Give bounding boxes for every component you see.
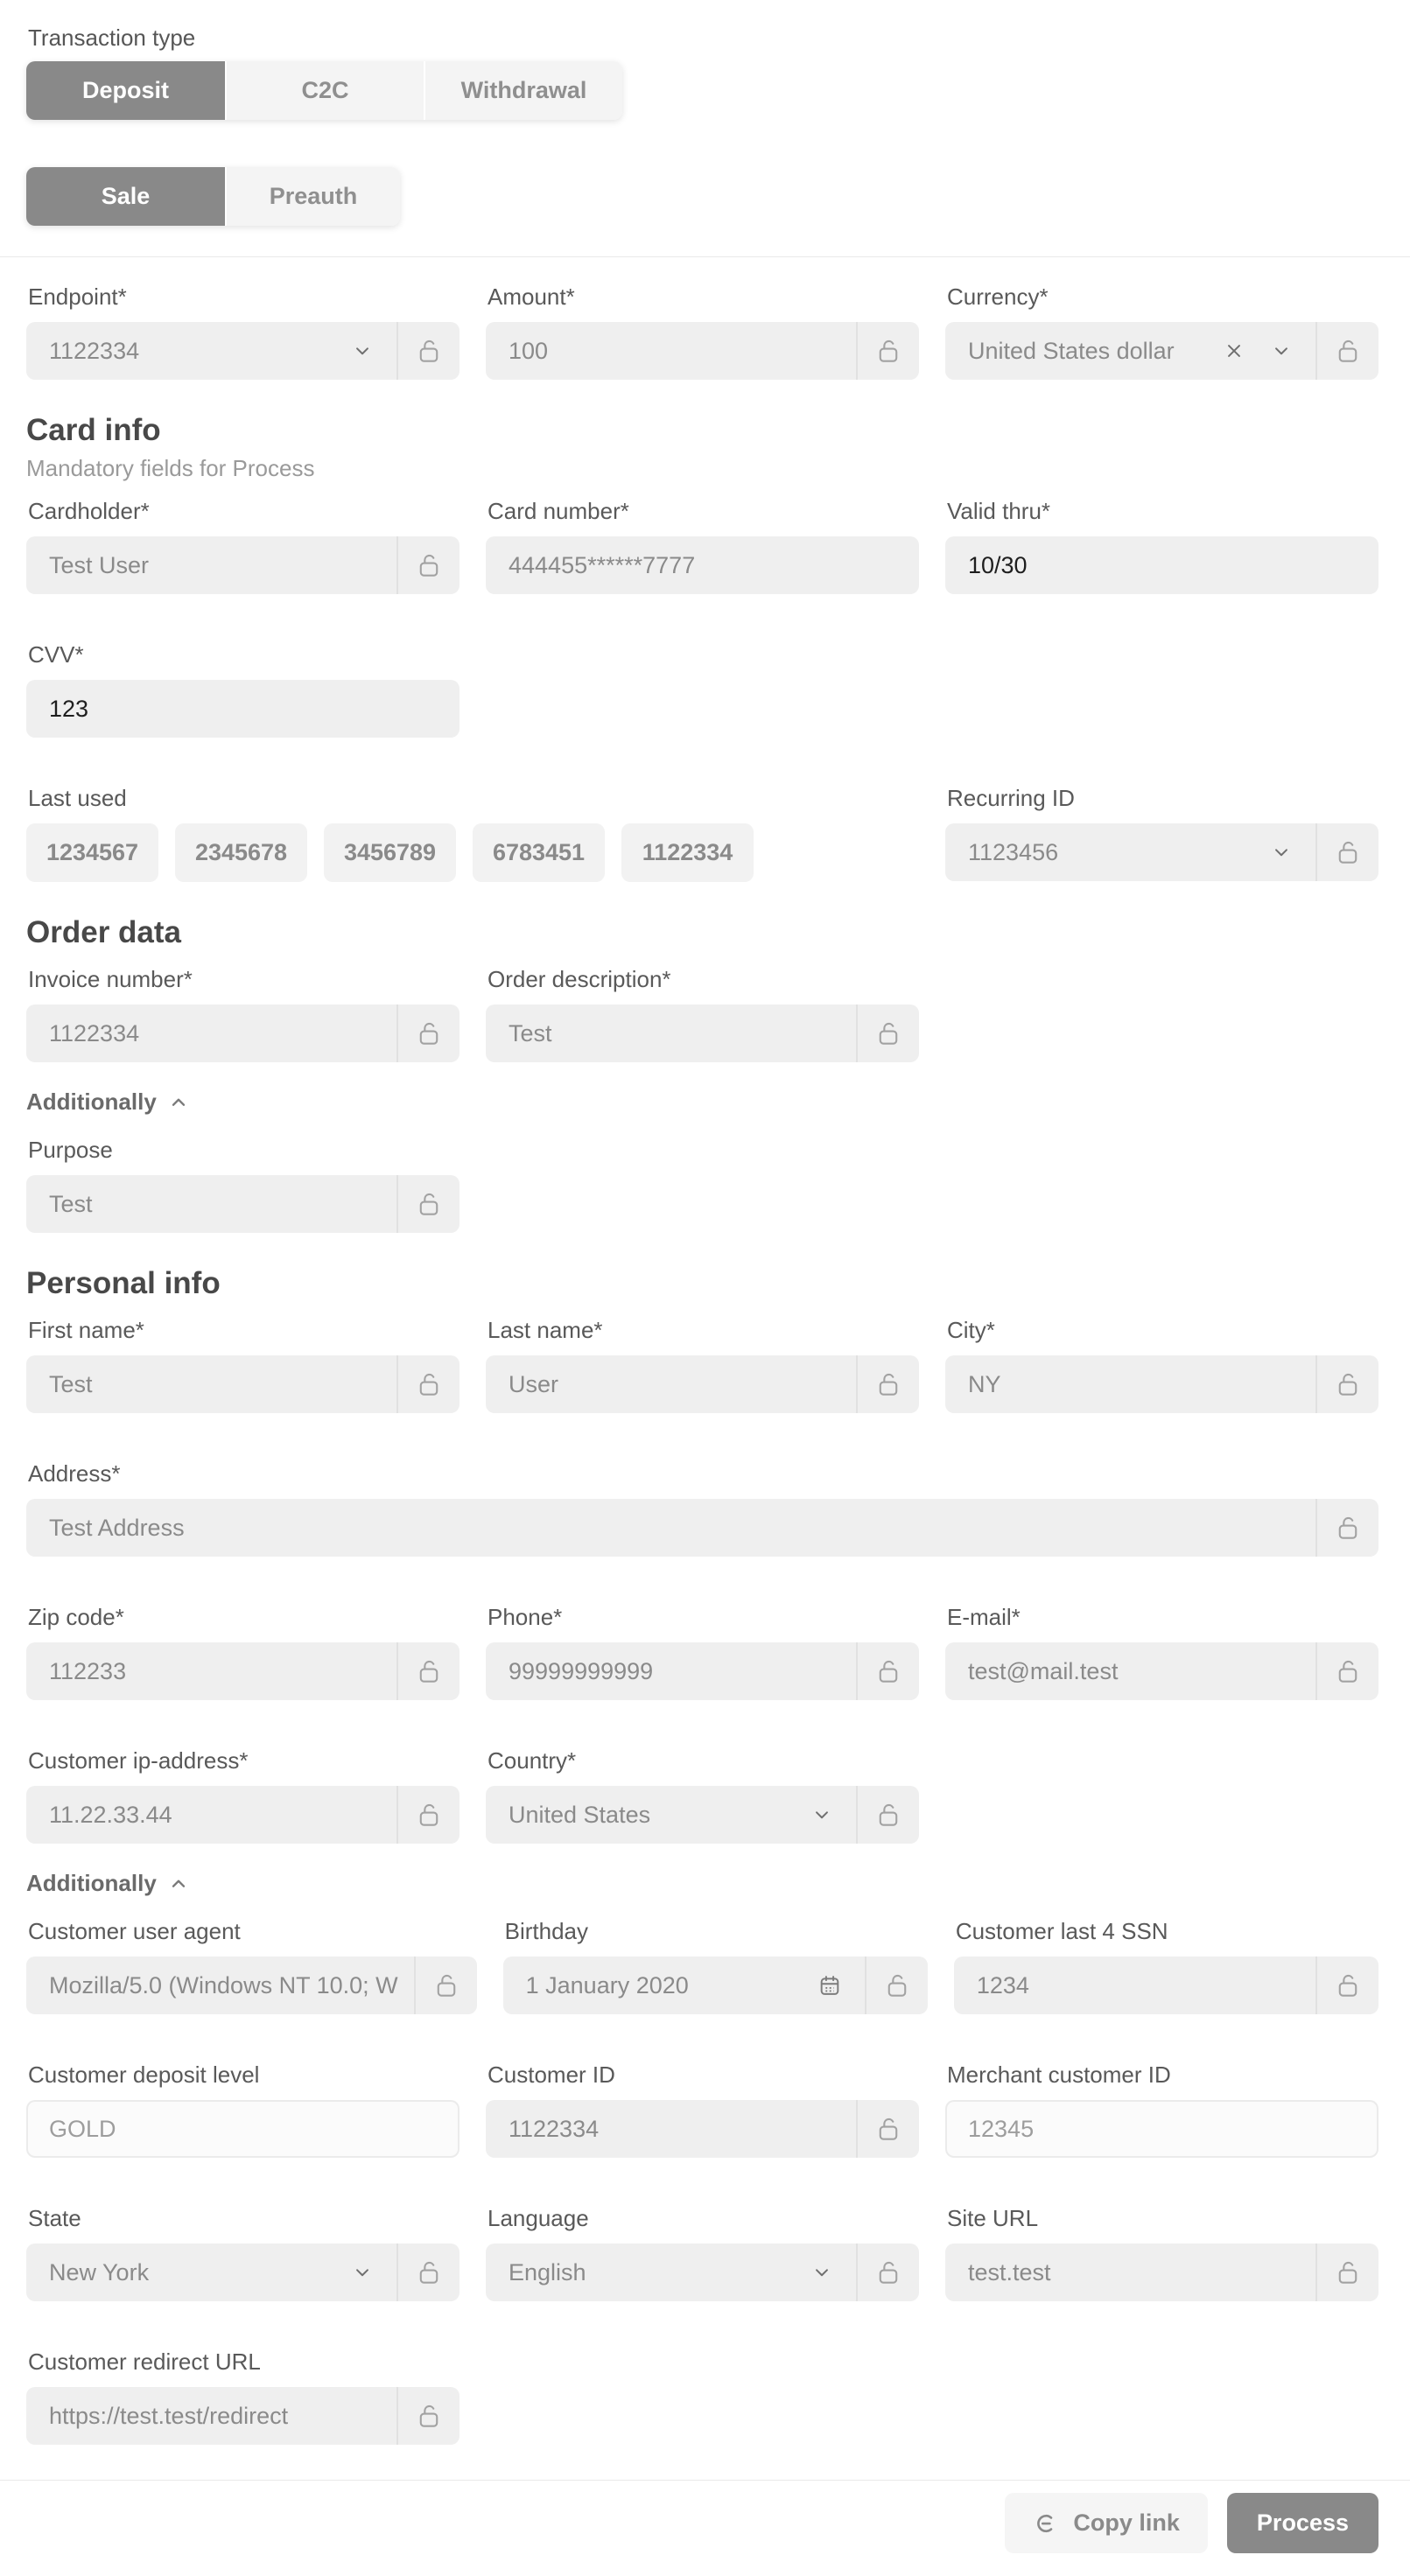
lock-icon — [1335, 1370, 1361, 1398]
field-amount — [486, 284, 919, 380]
lock-icon — [416, 1801, 442, 1829]
customer-user-agent-label: Customer user agent — [28, 1918, 241, 1944]
lock-icon — [875, 1019, 901, 1047]
language-label: Language — [488, 2205, 589, 2231]
cvv-label: CVV* — [28, 641, 84, 668]
invoice-number-input[interactable] — [26, 1004, 459, 1062]
copy-link-label: Copy link — [1073, 2510, 1180, 2536]
lock-icon — [875, 1370, 901, 1398]
lock-addon[interactable] — [856, 1004, 919, 1062]
chevron-down-icon — [1270, 340, 1293, 362]
lock-addon[interactable] — [1315, 1956, 1378, 2014]
customer-id-label: Customer ID — [488, 2062, 615, 2088]
operation-type-group — [26, 167, 400, 226]
lock-icon — [1335, 838, 1361, 866]
field-site-url — [945, 2205, 1378, 2301]
last-used-chip[interactable]: 1234567 — [26, 823, 158, 882]
currency-value: United States dollar — [968, 337, 1175, 364]
customer-ip-value: 11.22.33.44 — [49, 1801, 172, 1828]
lock-addon[interactable] — [1315, 1355, 1378, 1413]
field-recurring-id — [945, 785, 1378, 882]
field-state — [26, 2205, 459, 2301]
phone-input[interactable] — [486, 1642, 919, 1700]
last-used-label: Last used — [28, 785, 127, 811]
lock-addon[interactable] — [396, 1175, 459, 1233]
chevron-up-icon — [167, 1872, 190, 1895]
cardholder-input[interactable] — [26, 536, 459, 594]
lock-icon — [875, 337, 901, 365]
cardholder-value: Test User — [49, 551, 150, 578]
lock-addon[interactable] — [396, 536, 459, 594]
last-used-chip[interactable]: 1122334 — [621, 823, 754, 882]
country-select[interactable] — [486, 1786, 919, 1844]
customer-deposit-level-value: GOLD — [49, 2115, 116, 2142]
customer-deposit-level-label: Customer deposit level — [28, 2062, 260, 2088]
field-email — [945, 1604, 1378, 1700]
lock-icon — [416, 1190, 442, 1218]
footer-actions — [26, 2493, 1378, 2553]
lock-icon — [416, 1370, 442, 1398]
field-customer-last4-ssn — [954, 1918, 1378, 2014]
field-cardholder — [26, 498, 459, 594]
lock-addon[interactable] — [856, 1642, 919, 1700]
field-last-name — [486, 1317, 919, 1413]
lock-addon[interactable] — [856, 1786, 919, 1844]
lock-addon[interactable] — [396, 1004, 459, 1062]
link-icon — [1033, 2510, 1059, 2537]
field-card-number — [486, 498, 919, 594]
amount-label: Amount* — [488, 284, 575, 310]
divider — [0, 2480, 1410, 2481]
customer-redirect-url-label: Customer redirect URL — [28, 2348, 261, 2375]
city-value: NY — [968, 1370, 1001, 1397]
field-customer-deposit-level — [26, 2062, 459, 2158]
country-value: United States — [509, 1801, 651, 1828]
merchant-customer-id-value: 12345 — [968, 2115, 1035, 2142]
lock-icon — [416, 2402, 442, 2430]
lock-addon[interactable] — [396, 2387, 459, 2445]
lock-addon[interactable] — [396, 322, 459, 380]
lock-addon[interactable] — [396, 1642, 459, 1700]
lock-addon[interactable] — [856, 2244, 919, 2301]
site-url-value: test.test — [968, 2258, 1051, 2286]
field-country — [486, 1747, 919, 1844]
field-last-used — [26, 785, 919, 882]
address-label: Address* — [28, 1460, 121, 1487]
lock-icon — [416, 1019, 442, 1047]
lock-icon — [875, 1801, 901, 1829]
field-customer-user-agent — [26, 1918, 477, 2014]
first-name-value: Test — [49, 1370, 93, 1397]
customer-user-agent-value: Mozilla/5.0 (Windows NT 10.0; W — [49, 1971, 398, 1998]
endpoint-label: Endpoint* — [28, 284, 127, 310]
tab-preauth[interactable]: Preauth — [225, 167, 400, 226]
amount-value: 100 — [509, 337, 549, 364]
cvv-input[interactable] — [26, 680, 459, 738]
lock-addon[interactable] — [856, 322, 919, 380]
field-endpoint — [26, 284, 459, 380]
lock-icon — [416, 2258, 442, 2286]
additionally-toggle-order[interactable] — [26, 1088, 190, 1116]
last-name-label: Last name* — [488, 1317, 603, 1343]
tab-c2c[interactable]: C2C — [225, 61, 424, 120]
order-description-value: Test — [509, 1019, 552, 1046]
card-number-value: 444455******7777 — [509, 551, 696, 578]
chevron-down-icon — [810, 1803, 833, 1826]
transaction-type-label: Transaction type — [28, 24, 196, 51]
valid-thru-input[interactable] — [945, 536, 1378, 594]
field-currency — [945, 284, 1378, 380]
zip-code-value: 112233 — [49, 1657, 127, 1684]
field-order-description — [486, 966, 919, 1062]
copy-link-button[interactable] — [1005, 2493, 1208, 2553]
tab-deposit[interactable]: Deposit — [26, 61, 225, 120]
email-input[interactable] — [945, 1642, 1378, 1700]
field-phone — [486, 1604, 919, 1700]
field-cvv — [26, 641, 459, 738]
customer-last4-ssn-label: Customer last 4 SSN — [955, 1918, 1168, 1944]
recurring-id-label: Recurring ID — [947, 785, 1075, 811]
customer-id-input[interactable] — [486, 2100, 919, 2158]
lock-addon[interactable] — [1315, 1642, 1378, 1700]
address-value: Test Address — [49, 1514, 185, 1541]
section-title-card-info: Card info — [26, 413, 161, 447]
card-number-input[interactable] — [486, 536, 919, 594]
valid-thru-label: Valid thru* — [947, 498, 1051, 524]
section-title-personal-info: Personal info — [26, 1266, 221, 1300]
field-city — [945, 1317, 1378, 1413]
chevron-down-icon — [810, 2261, 833, 2284]
site-url-label: Site URL — [947, 2205, 1039, 2231]
additionally-label: Additionally — [26, 1870, 157, 1896]
merchant-customer-id-label: Merchant customer ID — [947, 2062, 1171, 2088]
language-value: English — [509, 2258, 586, 2286]
lock-icon — [884, 1971, 910, 1999]
city-input[interactable] — [945, 1355, 1378, 1413]
first-name-label: First name* — [28, 1317, 144, 1343]
field-address — [26, 1460, 1378, 1557]
lock-addon[interactable] — [1315, 2244, 1378, 2301]
language-select[interactable] — [486, 2244, 919, 2301]
lock-icon — [875, 1657, 901, 1685]
lock-icon — [1335, 337, 1361, 365]
state-label: State — [28, 2205, 81, 2231]
calendar-icon[interactable] — [817, 1973, 842, 1998]
field-customer-redirect-url — [26, 2348, 459, 2445]
tab-withdrawal[interactable]: Withdrawal — [424, 61, 622, 120]
lock-icon — [433, 1971, 459, 1999]
field-valid-thru — [945, 498, 1378, 594]
lock-icon — [1335, 2258, 1361, 2286]
process-button[interactable]: Process — [1227, 2493, 1378, 2553]
merchant-customer-id-input — [945, 2100, 1378, 2158]
cvv-value: 123 — [49, 695, 89, 722]
chevron-down-icon — [1270, 841, 1293, 864]
purpose-value: Test — [49, 1190, 93, 1217]
field-birthday — [503, 1918, 928, 2014]
customer-user-agent-input[interactable] — [26, 1956, 477, 2014]
lock-icon — [875, 2115, 901, 2143]
tab-sale[interactable]: Sale — [26, 167, 225, 226]
recurring-id-value: 1123456 — [968, 838, 1059, 865]
lock-addon[interactable] — [396, 1786, 459, 1844]
purpose-label: Purpose — [28, 1137, 113, 1163]
field-merchant-customer-id — [945, 2062, 1378, 2158]
customer-last4-ssn-value: 1234 — [976, 1971, 1029, 1998]
currency-select[interactable] — [945, 322, 1378, 380]
lock-icon — [875, 2258, 901, 2286]
first-name-input[interactable] — [26, 1355, 459, 1413]
lock-addon[interactable] — [396, 2244, 459, 2301]
email-value: test@mail.test — [968, 1657, 1119, 1684]
purpose-input[interactable] — [26, 1175, 459, 1233]
invoice-number-value: 1122334 — [49, 1019, 140, 1046]
transaction-type-group — [26, 61, 622, 120]
lock-addon[interactable] — [414, 1956, 477, 2014]
section-title-order-data: Order data — [26, 915, 181, 949]
additionally-label: Additionally — [26, 1088, 157, 1115]
lock-addon[interactable] — [856, 2100, 919, 2158]
last-used-chips — [26, 823, 919, 882]
zip-code-label: Zip code* — [28, 1604, 124, 1630]
invoice-number-label: Invoice number* — [28, 966, 193, 992]
cardholder-label: Cardholder* — [28, 498, 150, 524]
last-name-value: User — [509, 1370, 559, 1397]
endpoint-value: 1122334 — [49, 337, 140, 364]
state-value: New York — [49, 2258, 150, 2286]
birthday-value: 1 January 2020 — [525, 1971, 689, 1998]
order-description-label: Order description* — [488, 966, 671, 992]
customer-ip-input[interactable] — [26, 1786, 459, 1844]
customer-redirect-url-value: https://test.test/redirect — [49, 2402, 289, 2429]
field-invoice-number — [26, 966, 459, 1062]
section-subtitle-card-info: Mandatory fields for Process — [26, 455, 315, 481]
divider — [0, 256, 1410, 257]
field-purpose — [26, 1137, 459, 1233]
lock-addon[interactable] — [1315, 823, 1378, 881]
clear-icon[interactable] — [1223, 340, 1245, 362]
lock-icon — [1335, 1514, 1361, 1542]
field-zip-code — [26, 1604, 459, 1700]
field-first-name — [26, 1317, 459, 1413]
card-number-label: Card number* — [488, 498, 629, 524]
last-used-chip[interactable]: 6783451 — [473, 823, 605, 882]
field-customer-id — [486, 2062, 919, 2158]
birthday-label: Birthday — [504, 1918, 589, 1944]
lock-icon — [416, 1657, 442, 1685]
chevron-down-icon — [351, 2261, 374, 2284]
endpoint-select[interactable] — [26, 322, 459, 380]
last-used-chip[interactable]: 3456789 — [324, 823, 456, 882]
field-language — [486, 2205, 919, 2301]
customer-redirect-url-input[interactable] — [26, 2387, 459, 2445]
amount-input[interactable] — [486, 322, 919, 380]
email-label: E-mail* — [947, 1604, 1021, 1630]
lock-icon — [416, 337, 442, 365]
customer-last4-ssn-input[interactable] — [954, 1956, 1378, 2014]
currency-label: Currency* — [947, 284, 1049, 310]
lock-addon[interactable] — [865, 1956, 928, 2014]
country-label: Country* — [488, 1747, 577, 1774]
lock-icon — [416, 551, 442, 579]
lock-addon[interactable] — [1315, 322, 1378, 380]
lock-addon[interactable] — [856, 1355, 919, 1413]
last-used-chip[interactable]: 2345678 — [175, 823, 307, 882]
state-select[interactable] — [26, 2244, 459, 2301]
lock-icon — [1335, 1657, 1361, 1685]
zip-code-input[interactable] — [26, 1642, 459, 1700]
lock-addon[interactable] — [1315, 1499, 1378, 1557]
additionally-toggle-personal[interactable] — [26, 1870, 190, 1897]
lock-icon — [1335, 1971, 1361, 1999]
last-name-input[interactable] — [486, 1355, 919, 1413]
recurring-id-select[interactable] — [945, 823, 1378, 881]
site-url-input[interactable] — [945, 2244, 1378, 2301]
valid-thru-value: 10/30 — [968, 551, 1028, 578]
order-description-input[interactable] — [486, 1004, 919, 1062]
customer-id-value: 1122334 — [509, 2115, 600, 2142]
city-label: City* — [947, 1317, 995, 1343]
lock-addon[interactable] — [396, 1355, 459, 1413]
phone-value: 99999999999 — [509, 1657, 654, 1684]
customer-ip-label: Customer ip-address* — [28, 1747, 249, 1774]
birthday-input[interactable] — [503, 1956, 928, 2014]
chevron-down-icon — [351, 340, 374, 362]
phone-label: Phone* — [488, 1604, 563, 1630]
field-customer-ip — [26, 1747, 459, 1844]
customer-deposit-level-input — [26, 2100, 459, 2158]
chevron-up-icon — [167, 1091, 190, 1114]
address-input[interactable] — [26, 1499, 1378, 1557]
